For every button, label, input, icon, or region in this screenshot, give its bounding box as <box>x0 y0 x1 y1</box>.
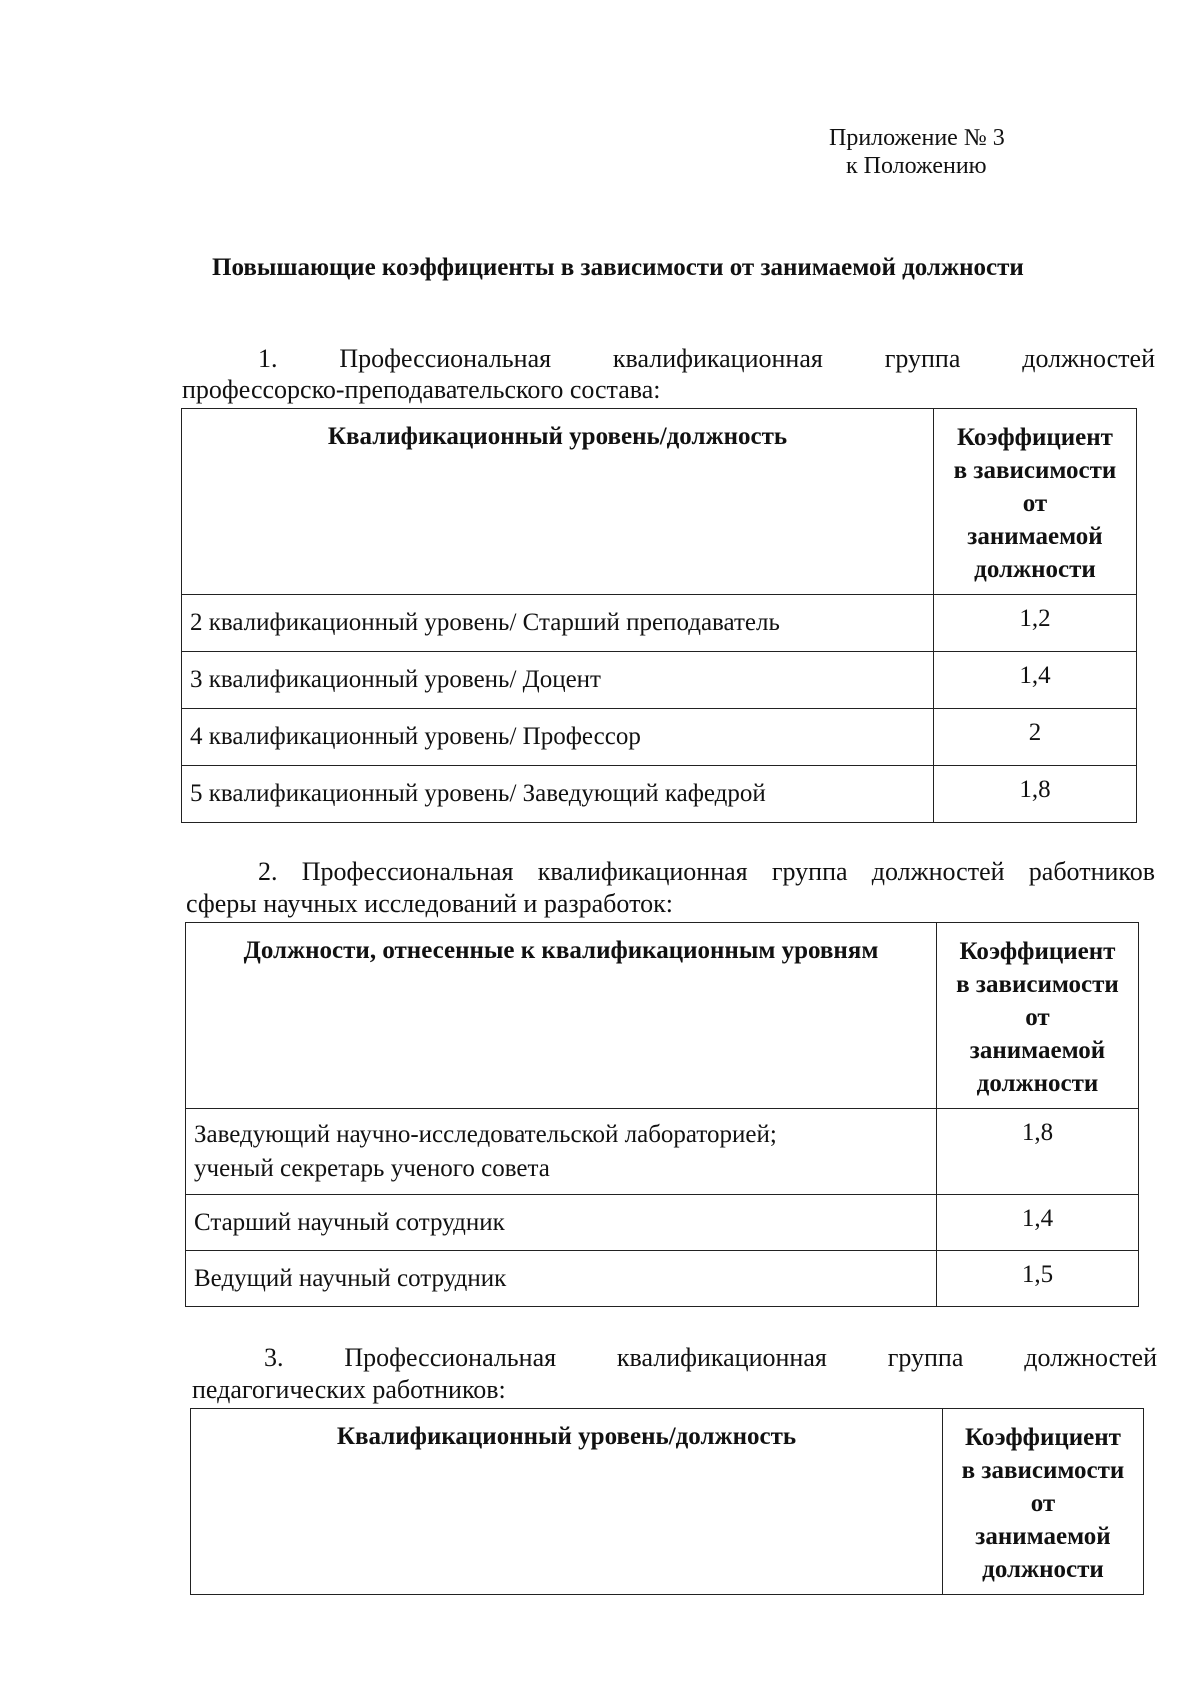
position-cell: 5 квалификационный уровень/ Заведующий кафедрой <box>182 766 934 823</box>
column-header-coefficient: Коэффициент в зависимости от занимаемой должности <box>934 409 1137 595</box>
table-header-row <box>186 923 1139 1109</box>
section-2-heading: 2. Профессиональная квалификационная группа должностей работников <box>258 857 1155 886</box>
column-header-coefficient: Коэффициент в зависимости от занимаемой должности <box>937 923 1139 1109</box>
column-header-position: Квалификационный уровень/должность <box>191 1409 943 1595</box>
appendix-reference: к Положению <box>846 153 987 179</box>
coefficient-cell: 1,4 <box>937 1195 1139 1251</box>
appendix-number: Приложение № 3 <box>829 125 1005 151</box>
table-research-staff <box>185 922 1139 1307</box>
table-header-row <box>191 1409 1144 1595</box>
table-row <box>182 709 1137 766</box>
table-row <box>182 595 1137 652</box>
table-pedagogical-staff <box>190 1408 1144 1595</box>
position-cell: Ведущий научный сотрудник <box>186 1251 937 1307</box>
coefficient-cell: 1,8 <box>937 1109 1139 1195</box>
coefficient-cell: 1,4 <box>934 652 1137 709</box>
column-header-coefficient: Коэффициент в зависимости от занимаемой должности <box>943 1409 1144 1595</box>
coefficient-cell: 1,2 <box>934 595 1137 652</box>
column-header-position: Должности, отнесенные к квалификационным уровням <box>186 923 937 1109</box>
section-2-heading-cont: сферы научных исследований и разработок: <box>186 889 673 918</box>
position-cell: 4 квалификационный уровень/ Профессор <box>182 709 934 766</box>
table-teaching-staff <box>181 408 1137 823</box>
position-cell: Заведующий научно-исследовательской лабораторией; ученый секретарь ученого совета <box>186 1109 937 1195</box>
table-header-row <box>182 409 1137 595</box>
section-3-heading-cont: педагогических работников: <box>192 1375 506 1404</box>
coefficient-cell: 2 <box>934 709 1137 766</box>
table-row <box>186 1195 1139 1251</box>
position-cell: 3 квалификационный уровень/ Доцент <box>182 652 934 709</box>
section-1-heading-cont: профессорско-преподавательского состава: <box>182 375 661 404</box>
coefficient-cell: 1,5 <box>937 1251 1139 1307</box>
section-1-heading: 1. Профессиональная квалификационная группа должностей <box>258 344 1155 373</box>
coefficient-cell: 1,8 <box>934 766 1137 823</box>
position-cell: Старший научный сотрудник <box>186 1195 937 1251</box>
table-row <box>186 1109 1139 1195</box>
section-3-heading: 3. Профессиональная квалификационная группа должностей <box>264 1343 1157 1372</box>
table-row <box>182 766 1137 823</box>
table-row <box>186 1251 1139 1307</box>
table-row <box>182 652 1137 709</box>
column-header-position: Квалификационный уровень/должность <box>182 409 934 595</box>
position-cell: 2 квалификационный уровень/ Старший преподаватель <box>182 595 934 652</box>
